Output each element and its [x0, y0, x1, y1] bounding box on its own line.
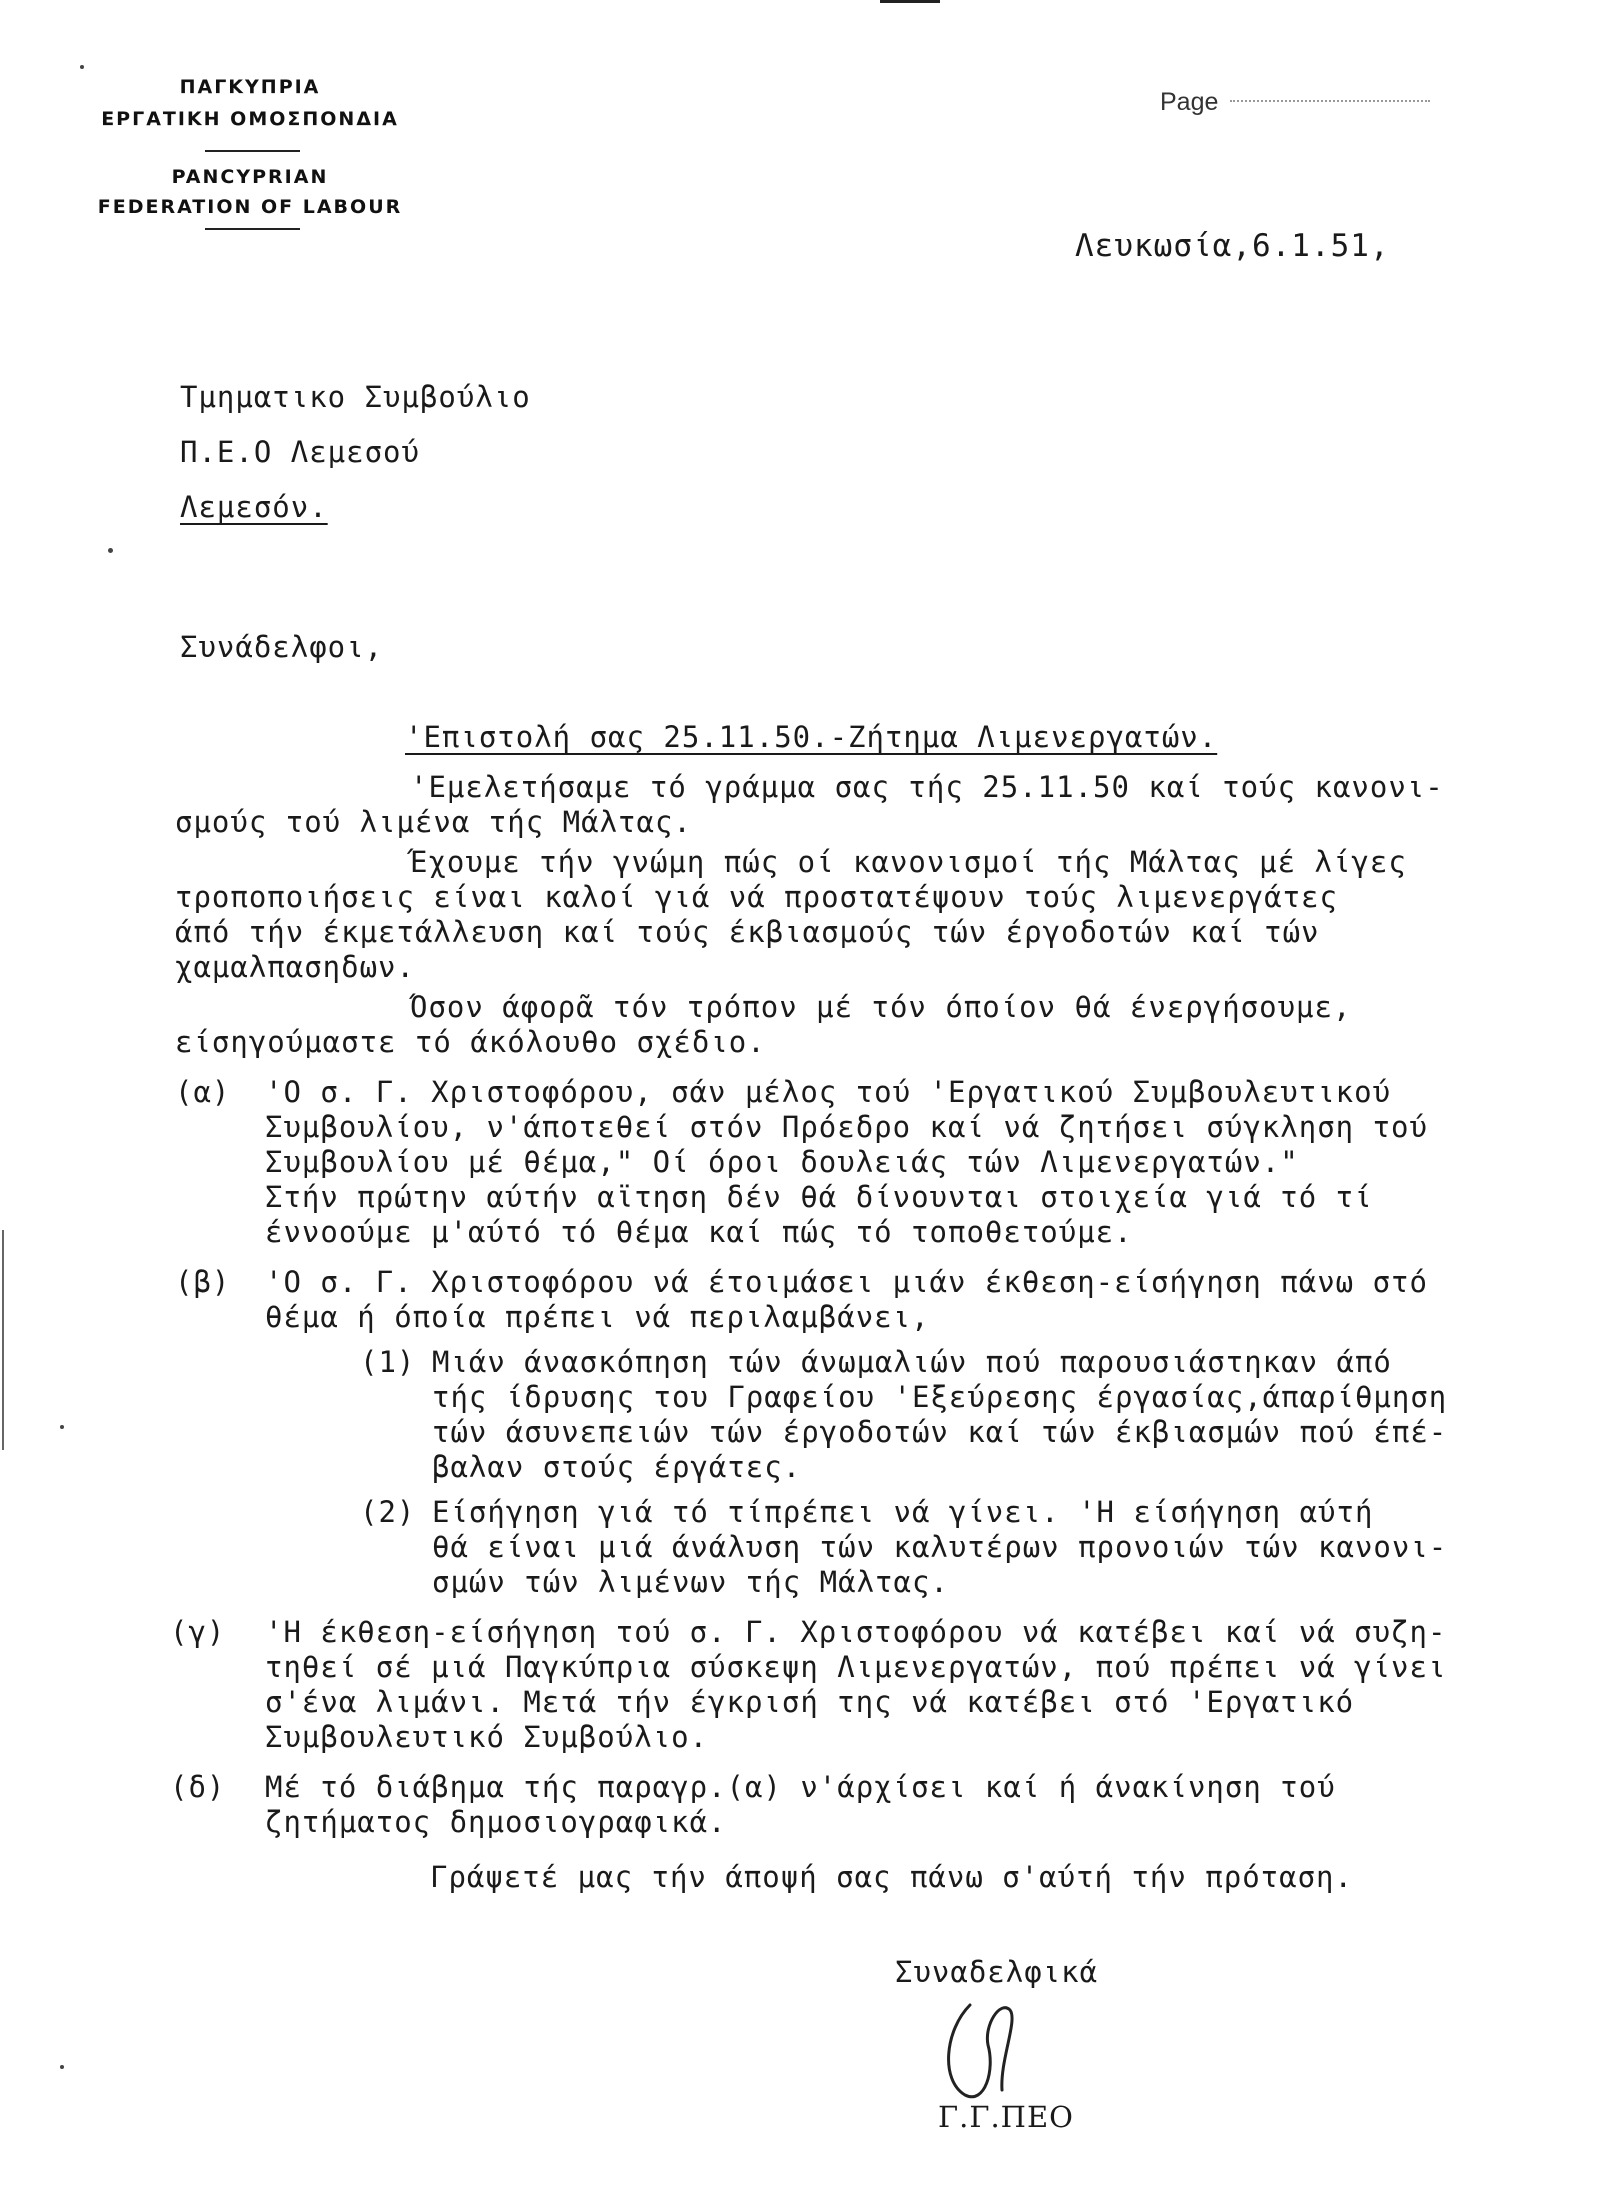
item-b-sub1-line: βαλαν στούς έργάτες. [432, 1450, 802, 1484]
paragraph-line: Έχουμε τήν γνώμη πώς οί κανονισμοί τής Μάλτας μέ λίγες [410, 845, 1407, 879]
item-c-line: τηθεί σέ μιά Παγκύπρια σύσκεψη Λιμενεργατών, πού πρέπει νά γίνει [265, 1650, 1447, 1684]
item-b-sub2-line: σμών τών λιμένων τής Μάλτας. [432, 1565, 949, 1599]
item-c-line: Συμβουλευτικό Συμβούλιο. [265, 1720, 709, 1754]
letterhead-english-line2: FEDERATION OF LABOUR [97, 196, 403, 218]
scan-speck [80, 65, 84, 69]
paragraph-line: τροποποιήσεις είναι καλοί γιά νά προστατέψουν τούς λιμενεργάτες [175, 880, 1338, 914]
letterhead-divider-bottom [205, 228, 300, 230]
paragraph-line: είσηγούμαστε τό άκόλουθο σχέδιο. [175, 1025, 766, 1059]
item-b-sub1-label: (1) [360, 1345, 416, 1379]
item-b-sub1-line: τών άσυνεπειών τών έργοδοτών καί τών έκβιασμών πού έπέ- [432, 1415, 1448, 1449]
letterhead-divider [205, 150, 300, 152]
item-c-label: (γ) [170, 1615, 226, 1649]
sign-off: Συναδελφικά [895, 1955, 1099, 1989]
margin-scan-line [2, 1230, 4, 1450]
scan-speck [108, 548, 113, 553]
item-b-sub2-line: Είσήγηση γιά τό τίπρέπει νά γίνει. 'Η είσήγηση αύτή [432, 1495, 1374, 1529]
handwritten-signature [940, 1990, 1040, 2110]
top-edge-mark [880, 0, 940, 3]
letterhead-english-line1: PANCYPRIAN [171, 166, 329, 188]
page-number-blank [1230, 100, 1430, 102]
item-a-line: Στήν πρώτην αύτήν αϊτηση δέν θά δίνουνται στοιχεία γιά τό τί [265, 1180, 1373, 1214]
item-b-label: (β) [175, 1265, 231, 1299]
item-a-line: Συμβουλίου, ν'άποτεθεί στόν Πρόεδρο καί νά ζητήσει σύγκληση τού [265, 1110, 1428, 1144]
paragraph-line: 'Εμελετήσαμε τό γράμμα σας τής 25.11.50 καί τούς κανονι- [410, 770, 1444, 804]
recipient-line1: Τμηματικο Συμβούλιο [180, 380, 531, 414]
item-b-sub1-line: Μιάν άνασκόπηση τών άνωμαλιών πού παρουσιάστηκαν άπό [432, 1345, 1392, 1379]
item-a-label: (α) [175, 1075, 231, 1109]
item-b-sub2-line: θά είναι μιά άνάλυση τών καλυτέρων προνοιών τών κανονι- [432, 1530, 1448, 1564]
item-d-line: Μέ τό διάβημα τής παραγρ.(α) ν'άρχίσει καί ή άνακίνηση τού [265, 1770, 1336, 1804]
paragraph-line: σμούς τού λιμένα τής Μάλτας. [175, 805, 692, 839]
item-a-line: έννοούμε μ'αύτό τό θέμα καί πώς τό τοποθετούμε. [265, 1215, 1133, 1249]
closing-request: Γράψετέ μας τήν άποψή σας πάνω σ'αύτή τήν πρόταση. [430, 1860, 1353, 1894]
paragraph-line: χαμαλπασηδων. [175, 950, 415, 984]
item-b-sub1-line: τής ίδρυσης του Γραφείου 'Εξεύρεσης έργασίας,άπαρίθμηση [432, 1380, 1448, 1414]
recipient-line2: Π.Ε.Ο Λεμεσού [180, 435, 420, 469]
signature-name: Γ.Γ.ΠΕΟ [938, 2100, 1074, 2134]
item-a-line: 'Ο σ. Γ. Χριστοφόρου, σάν μέλος τού 'Εργατικού Συμβουλευτικού [265, 1075, 1392, 1109]
item-b-line: 'Ο σ. Γ. Χριστοφόρου νά έτοιμάσει μιάν έκθεση-είσήγηση πάνω στό [265, 1265, 1428, 1299]
letterhead-greek-line2: ΕΡΓΑΤΙΚΗ ΟΜΟΣΠΟΝΔΙΑ [101, 108, 399, 130]
paragraph-line: Όσον άφορᾶ τόν τρόπον μέ τόν όποίον θά ένεργήσουμε, [410, 990, 1352, 1024]
scan-speck [60, 1425, 64, 1429]
item-c-line: σ'ένα λιμάνι. Μετά τήν έγκρισή της νά κατέβει στό 'Εργατικό [265, 1685, 1355, 1719]
letterhead-greek-line1: ΠΑΓΚΥΠΡΙΑ [179, 76, 321, 98]
scan-speck [60, 2065, 64, 2069]
item-d-line: ζητήματος δημοσιογραφικά. [265, 1805, 727, 1839]
item-a-line: Συμβουλίου μέ θέμα," Οί όροι δουλειάς τών Λιμενεργατών." [265, 1145, 1299, 1179]
item-c-line: 'Η έκθεση-είσήγηση τού σ. Γ. Χριστοφόρου νά κατέβει καί νά συζη- [265, 1615, 1447, 1649]
item-d-label: (δ) [170, 1770, 226, 1804]
salutation: Συνάδελφοι, [180, 630, 384, 664]
item-b-sub2-label: (2) [360, 1495, 416, 1529]
page-label: Page [1160, 88, 1219, 116]
paragraph-line: άπό τήν έκμετάλλευση καί τούς έκβιασμούς τών έργοδοτών καί τών [175, 915, 1320, 949]
subject-line: 'Επιστολή σας 25.11.50.-Ζήτημα Λιμενεργατών. [405, 720, 1218, 754]
recipient-line3: Λεμεσόν. [180, 490, 328, 524]
letter-date: Λευκωσία,6.1.51, [1075, 228, 1390, 264]
item-b-line: θέμα ή όποία πρέπει νά περιλαμβάνει, [265, 1300, 930, 1334]
